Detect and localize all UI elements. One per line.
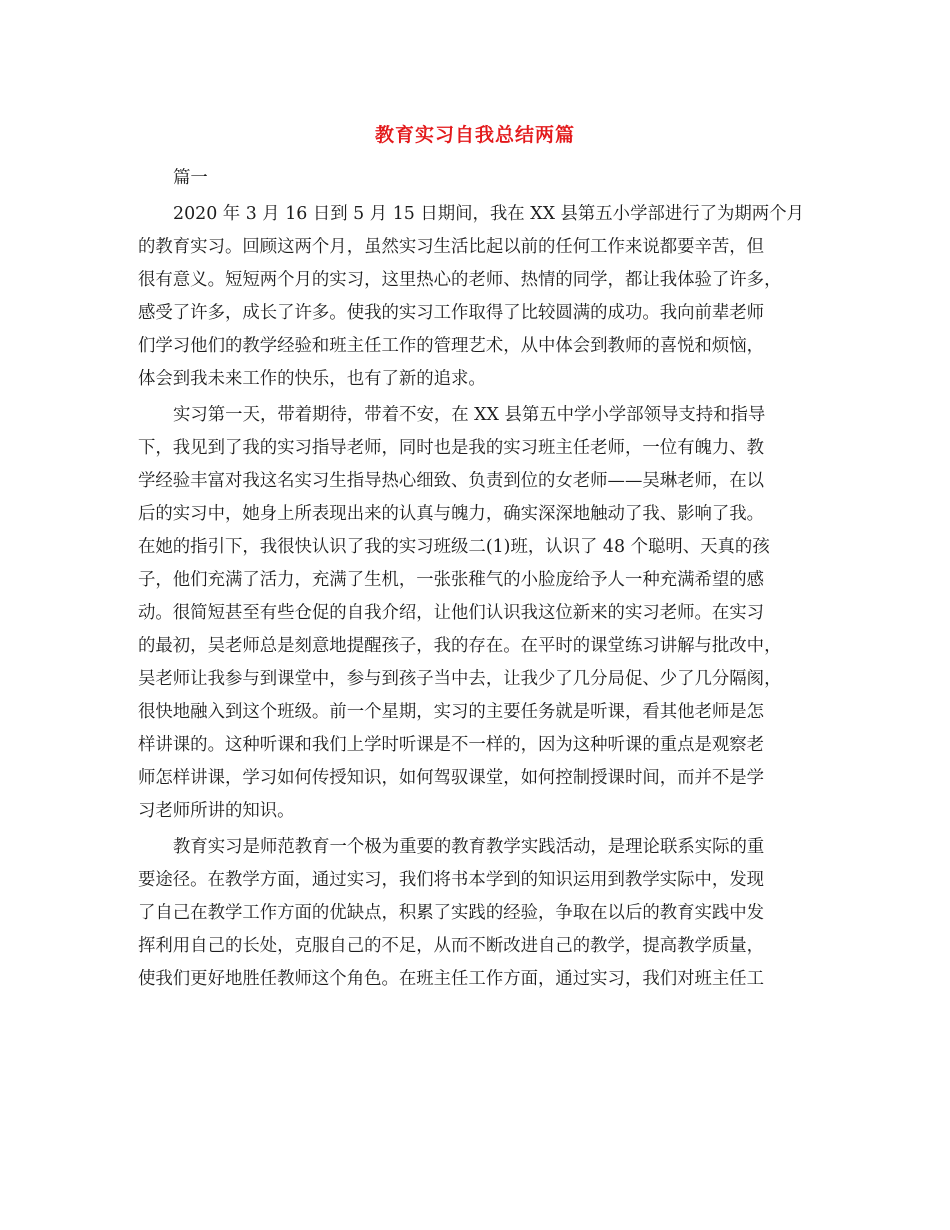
paragraph-line: 很有意义。短短两个月的实习，这里热心的老师、热情的同学，都让我体验了许多， [138,270,782,290]
paragraph-line: 挥利用自己的长处，克服自己的不足，从而不断改进自己的教学，提高教学质量， [138,936,765,956]
paragraph-line: 下，我见到了我的实习指导老师，同时也是我的实习班主任老师，一位有魄力、教 [138,438,765,458]
paragraph-line: 要途径。在教学方面，通过实习，我们将书本学到的知识运用到教学实际中，发现 [138,870,765,890]
paragraph-line: 使我们更好地胜任教师这个角色。在班主任工作方面，通过实习，我们对班主任工 [138,969,765,989]
paragraph-line: 们学习他们的教学经验和班主任工作的管理艺术，从中体会到教师的喜悦和烦恼， [138,336,765,356]
paragraph-line: 实习第一天，带着期待，带着不安，在 XX 县第五中学小学部领导支持和指导 [173,405,766,425]
paragraph-3 [138,831,823,996]
section-label: 篇一 [173,168,208,188]
paragraph-line: 的最初，吴老师总是刻意地提醒孩子，我的存在。在平时的课堂练习讲解与批改中， [138,636,782,656]
paragraph-line: 很快地融入到这个班级。前一个星期，实习的主要任务就是听课，看其他老师是怎 [138,702,765,722]
paragraph-line: 了自己在教学工作方面的优缺点，积累了实践的经验，争取在以后的教育实践中发 [138,903,765,923]
paragraph-line: 教育实习是师范教育一个极为重要的教育教学实践活动，是理论联系实际的重 [173,837,765,857]
document-body [138,162,823,999]
paragraph-line: 在她的指引下，我很快认识了我的实习班级二(1)班，认识了 48 个聪明、天真的孩 [138,537,770,557]
paragraph-line: 感受了许多，成长了许多。使我的实习工作取得了比较圆满的成功。我向前辈老师 [138,303,765,323]
paragraph-line: 动。很简短甚至有些仓促的自我介绍，让他们认识我这位新来的实习老师。在实习 [138,603,765,623]
paragraph-line: 体会到我未来工作的快乐，也有了新的追求。 [138,369,486,389]
paragraph-line: 后的实习中，她身上所表现出来的认真与魄力，确实深深地触动了我、影响了我。 [138,504,765,524]
paragraph-line: 样讲课的。这种听课和我们上学时听课是不一样的，因为这种听课的重点是观察老 [138,735,765,755]
paragraph-line: 子，他们充满了活力，充满了生机，一张张稚气的小脸庞给予人一种充满希望的感 [138,570,765,590]
paragraph-line: 的教育实习。回顾这两个月，虽然实习生活比起以前的任何工作来说都要辛苦，但 [138,237,765,257]
paragraph-2 [138,399,823,828]
paragraph-line: 学经验丰富对我这名实习生指导热心细致、负责到位的女老师——吴琳老师，在以 [138,471,765,491]
paragraph-line: 2020 年 3 月 16 日到 5 月 15 日期间，我在 XX 县第五小学部进行了为期两个月 [173,204,804,224]
paragraph-line: 师怎样讲课，学习如何传授知识，如何驾驭课堂，如何控制授课时间，而并不是学 [138,768,765,788]
paragraph-line: 习老师所讲的知识。 [138,801,295,821]
document-title: 教育实习自我总结两篇 [374,124,575,146]
paragraph-line: 吴老师让我参与到课堂中，参与到孩子当中去，让我少了几分局促、少了几分隔阂， [138,669,782,689]
paragraph-1 [138,198,823,396]
